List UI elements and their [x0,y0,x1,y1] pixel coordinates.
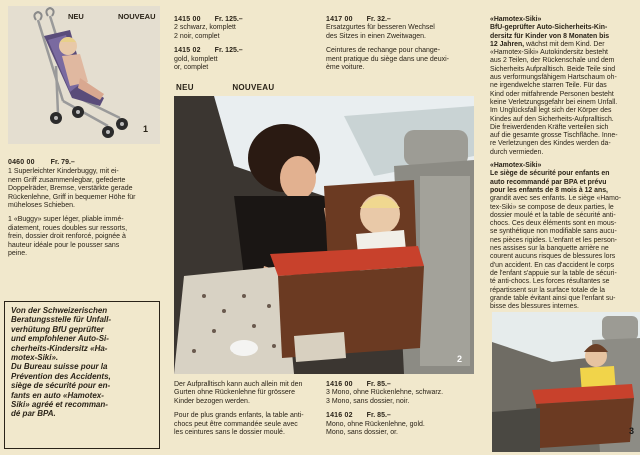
fr-body-line: se synthétique non modifiable sans aucu- [490,228,617,236]
fr-heading-line: «Hamotex-Siki» [490,162,542,170]
fr-body-line: nes pièces rigides. L'enfant et les person- [490,236,617,244]
car-seat-mono-illustration [492,312,640,452]
photo2-caption [174,381,322,437]
fr-line: diatement, roues doubles sur ressorts, [8,224,128,232]
de-line: Kinder bezogen werden. [174,397,250,405]
de-body-line: Kind oder mitfahrende Personen besteht [490,90,614,98]
buggy-description [8,159,160,258]
notice-line: dé par BPA. [11,409,56,419]
fr-body-line: chocs. Ces deux éléments sont en mous- [490,220,617,228]
buggy-photo [8,6,160,144]
de-body-line: ne irgendwelche starren Teile. Für das [490,82,607,90]
de-body-line: aus verformungsfähigem Hartschaum oh- [490,74,617,82]
article-code: 1417 00 [326,16,353,23]
fr-line: Pour de plus grands enfants, la table anti- [174,412,304,420]
article-price: Fr. 125.– [214,16,243,23]
fr-line: chocs peut être commandée seule avec [174,420,298,428]
fr-line: frein, dossier droit renforcé, poignée à [8,233,126,241]
de-line: Der Aufpralltisch kann auch allein mit den [174,381,303,388]
notice-line: Beratungsstelle für Unfall- [11,315,112,325]
article-price: Fr. 85.– [366,412,391,420]
variant-line: Mono, sans dossier, or. [326,429,398,437]
seat-variants [174,16,314,72]
article-price: Fr. 125.– [214,47,243,55]
de-heading-line: dersitz für Kinder von 8 Monaten bis [490,32,610,40]
de-body-line: auf die gesamte grosse Tischfläche. Inne- [490,132,618,140]
photo-number: 2 [456,354,462,364]
article-code: 0460 00 [8,159,35,166]
fr-body-line: de l'enfant s'appuie sur la table de sécuri- [490,269,617,277]
fr-line: 1 «Buggy» super léger, pliable immé- [8,216,124,224]
buggy-illustration [8,6,160,144]
variant-line: 3 Mono, ohne Rückenlehne, schwarz. [326,389,444,397]
article-code: 1416 02 [326,412,353,420]
fr-body-line: nes assises sur la banquette arrière ne [490,245,609,253]
notice-line: und empfohlener Auto-Si- [11,334,109,344]
neu-tag: NEU [68,12,84,21]
notice-line: siège de sécurité pour en- [11,381,111,391]
de-body-line: Im Unglücksfall legt sich der Körper des [490,107,612,115]
de-line: Rückenlehne, Griff in bequemer Höhe für [8,193,136,201]
table-variants [326,381,476,437]
de-heading-line: 12 Jahren, [490,40,525,48]
notice-line: Prévention des Accidents, [11,371,111,381]
product-description [490,16,636,311]
variant-line: 2 schwarz, komplett [174,24,236,32]
de-body-line: Sicherheits Aufpralltisch. Beide Teile sind [490,65,616,73]
de-body-line: aus 2 Teilen, der Rückenschale und dem [490,57,615,65]
variant-line: Mono, ohne Rückenlehne, gold. [326,420,425,428]
fr-line: Ceintures de rechange pour change- [326,47,441,55]
fr-body-line: grande table évitant ainsi que l'enfant su- [490,294,616,302]
replacement-covers [326,16,464,72]
article-price: Fr. 85.– [366,381,391,388]
neu-heading [176,83,274,92]
de-line: des Sitzes in einen Zweitwagen. [326,32,426,40]
car-seat-mono-photo [492,312,640,452]
fr-body-line: d'un accident. En cas d'accident le corps [490,261,615,269]
photo-number: 1 [142,124,148,134]
fr-body-line: courent aucuns risques de blessures lors [490,253,616,261]
article-code: 1415 02 [174,47,201,55]
de-body-line: Kindes auf den Sicherheits-Aufpralltisch. [490,115,614,123]
fr-line: les ceintures sans le dossier moulé. [174,429,285,437]
de-line: Ersatzgurtes für besseren Wechsel [326,24,435,32]
fr-body-line: tex-Siki» se compose de deux parties, le [490,203,614,211]
notice-line: cherheits-Kindersitz «Ha- [11,343,108,353]
variant-line: 3 Mono, sans dossier, noir. [326,397,410,405]
bfu-notice-box [4,301,160,449]
car-seat-illustration [174,96,474,374]
photo-number: 3 [628,426,634,436]
de-heading-line: BfU-geprüfter Auto-Sicherheits-Kin- [490,24,608,32]
fr-body-line: dossier moulé et la table de sécurité anti- [490,211,616,219]
fr-line: hauteur idéale pour le pousser sans [8,241,120,249]
de-heading-line: «Hamotex-Siki» [490,16,542,23]
fr-body-line: té anti-chocs. Les forces résultantes se [490,278,610,286]
fr-body-line: répartissent sur la surface totale de la [490,286,605,294]
notice-line: Siki» agréé et recomman- [11,400,108,410]
de-line: Doppelräder, Bremse, verstärkte gerade [8,185,133,193]
variant-line: or, complet [174,64,209,72]
notice-line: Von der Schweizerischen [11,306,108,315]
fr-line: peine. [8,250,28,258]
notice-line: fants en auto «Hamotex- [11,390,104,400]
fr-body-line: grandit avec ses enfants. Le siège «Hamo- [490,195,621,203]
de-body-line: Die freiwerdenden Kräfte verteilen sich [490,123,609,131]
fr-heading-line: Le siège de sécurité pour enfants en [490,170,610,178]
de-body-line: durch vermieden. [490,148,544,156]
neu-label: NEU [176,83,194,92]
notice-line: motex-Siki». [11,353,59,363]
de-body-line: wächst mit dem Kind. Der [526,40,605,48]
fr-heading-line: auto recommandé par BPA et prévu [490,178,607,186]
de-line: Gurten ohne Rückenlehne für grössere [174,389,296,397]
fr-body-line: bisse des blessures internes. [490,303,579,311]
car-seat-photo [174,96,474,374]
notice-line: verhütung BfU geprüfter [11,324,104,334]
fr-line: ème voiture. [326,64,365,72]
article-price: Fr. 32.– [366,16,391,23]
de-line: 1 Superleichter Kinderbuggy, mit ei- [8,168,119,176]
fr-line: ment pratique du siège dans une deuxi- [326,55,449,63]
de-line: nem Griff zusammenlegbar, gefederte [8,176,126,184]
fr-heading-line: pour les enfants de 8 mois à 12 ans, [490,186,608,194]
nouveau-tag: NOUVEAU [118,12,156,21]
article-code: 1416 00 [326,381,353,388]
variant-line: gold, komplett [174,55,218,63]
article-price: Fr. 79.– [50,159,75,166]
notice-line: Du Bureau suisse pour la [11,362,108,372]
de-body-line: re Verletzungen des Kindes werden da- [490,140,611,148]
article-code: 1415 00 [174,16,201,23]
de-body-line: keine Verletzungsgefahr bei einem Unfall. [490,98,618,106]
de-body-line: «Hamotex-Siki» Autokindersitz besteht [490,49,608,57]
de-line: müheloses Schieben. [8,202,75,210]
variant-line: 2 noir, complet [174,32,220,40]
nouveau-label: NOUVEAU [232,83,275,92]
